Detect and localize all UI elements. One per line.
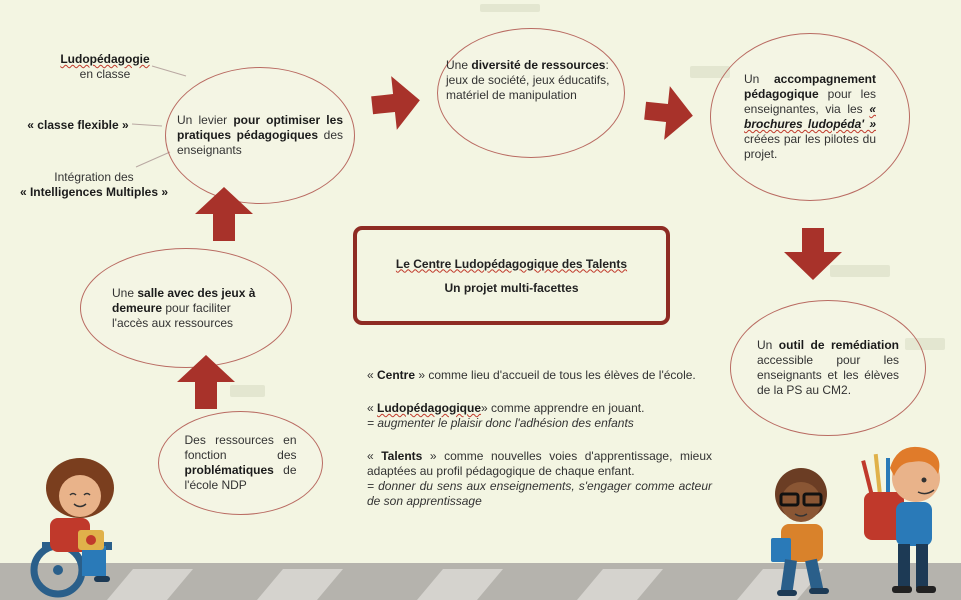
label-ludopedagogie bbox=[40, 52, 170, 82]
diversite-bold: diversité de ressources bbox=[471, 57, 606, 72]
accompagnement-text-3: créées par les pilotes du projet. bbox=[744, 132, 876, 161]
definition-talents-quote: « bbox=[367, 449, 382, 463]
definition-centre-quote: « bbox=[367, 368, 378, 382]
accompagnement-italic: « brochures ludopéda' » bbox=[744, 102, 876, 131]
definition-talents bbox=[367, 449, 712, 509]
definition-centre-rest: » comme lieu d'accueil de tous les élèves de l'école. bbox=[415, 368, 696, 382]
arrow-down-icon bbox=[784, 228, 842, 280]
bubble-ressources bbox=[158, 411, 323, 515]
accompagnement-text-1: Un bbox=[744, 72, 774, 86]
definition-ludo-rest: » comme apprendre en jouant. bbox=[481, 401, 645, 415]
levier-text-1: Un levier bbox=[177, 113, 234, 127]
bubble-diversite-text bbox=[446, 58, 616, 103]
definition-ludopedagogique bbox=[367, 401, 712, 431]
label-integration-text: Intégration des bbox=[54, 170, 134, 184]
center-box bbox=[353, 226, 670, 325]
accompagnement-bold: accompagnement pédagogique bbox=[744, 72, 876, 101]
boy-glasses-illustration bbox=[765, 462, 837, 600]
definition-centre-term: Centre bbox=[377, 368, 416, 382]
arrow-up-2-icon bbox=[176, 354, 236, 410]
center-title-text: Le Centre Ludopédagogique des Talents bbox=[395, 256, 628, 271]
levier-text-2: des enseignants bbox=[177, 128, 343, 157]
bubble-outil bbox=[730, 300, 926, 436]
outil-text-1: Un bbox=[757, 338, 779, 352]
ressources-bold: problématiques bbox=[184, 463, 274, 477]
diversite-text-2: : jeux de société, jeux éducatifs, matériel de manipulation bbox=[446, 57, 610, 102]
bubble-levier bbox=[165, 67, 355, 204]
label-intelligences bbox=[10, 170, 178, 200]
arrow-right-1-icon bbox=[367, 74, 421, 132]
center-subtitle: Un projet multi-facettes bbox=[444, 280, 579, 295]
girl-wheelchair-illustration bbox=[24, 448, 134, 598]
bubble-diversite bbox=[437, 28, 625, 158]
redhead-boy-illustration bbox=[858, 440, 948, 600]
arrow-right-2-icon bbox=[640, 84, 694, 142]
label-classe-flexible bbox=[18, 118, 138, 133]
salle-text-1: Une bbox=[112, 285, 138, 300]
definition-talents-rest: » comme nouvelles voies d'apprentissage, mieux adaptées au profil pédagogique de chaque enfant. bbox=[367, 449, 712, 478]
levier-bold: pour optimiser les pratiques pédagogiques bbox=[177, 113, 343, 142]
bubble-salle-text bbox=[112, 286, 260, 331]
ressources-text-1: Des ressources en fonction des bbox=[184, 433, 297, 462]
definition-talents-term: Talents bbox=[381, 449, 423, 463]
label-ludopedagogie-rest: en classe bbox=[79, 67, 131, 81]
definition-centre bbox=[367, 368, 712, 383]
bubble-levier-text bbox=[177, 113, 343, 158]
definition-ludo-note: = augmenter le plaisir donc l'adhésion des enfants bbox=[367, 416, 634, 430]
salle-text-2: pour faciliter l'accès aux ressources bbox=[112, 300, 234, 330]
definition-ludo-quote: « bbox=[367, 401, 378, 415]
label-ludopedagogie-strong: Ludopédagogie bbox=[60, 52, 150, 66]
bubble-accompagnement-text bbox=[744, 72, 876, 162]
outil-bold: outil de remédiation bbox=[778, 338, 899, 352]
accompagnement-text-2: pour les enseignantes, via les bbox=[744, 87, 876, 116]
label-intelligences-text: « Intelligences Multiples » bbox=[19, 185, 169, 199]
outil-text-2: accessible pour les enseignants et les élèves de la PS au CM2. bbox=[757, 353, 899, 397]
ressources-text-2: de l'école NDP bbox=[184, 463, 297, 492]
bubble-salle bbox=[80, 248, 292, 368]
bubble-ressources-text bbox=[185, 433, 297, 493]
diversite-text-1: Une bbox=[446, 57, 472, 72]
definition-ludo-term: Ludopédagogique bbox=[377, 401, 482, 415]
salle-bold: salle avec des jeux à demeure bbox=[112, 285, 256, 315]
bubble-accompagnement bbox=[710, 33, 910, 201]
bubble-outil-text bbox=[757, 338, 899, 398]
center-title bbox=[396, 252, 627, 276]
definition-talents-note: = donner du sens aux enseignements, s'engager comme acteur de son apprentissage bbox=[367, 479, 712, 508]
arrow-up-1-icon bbox=[194, 186, 254, 242]
label-classe-flexible-text: « classe flexible » bbox=[27, 118, 129, 132]
